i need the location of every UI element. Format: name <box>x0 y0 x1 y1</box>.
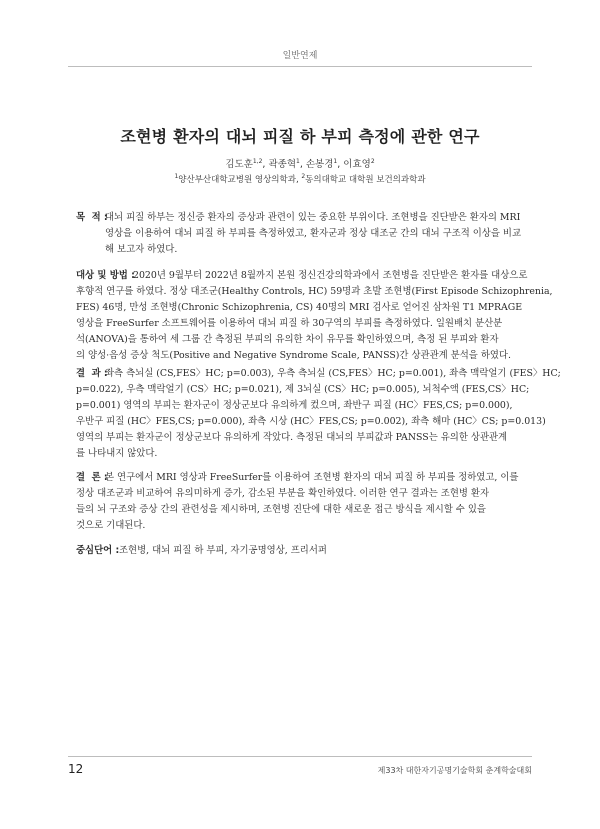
text-line: 본 연구에서 MRI 영상과 FreeSurfer를 이용하여 조현병 환자의 대뇌 피질 하 부피를 정하였고, 이를 <box>105 472 519 483</box>
text-line: 우반구 피질 (HC〉FES,CS; p=0.000), 좌측 시상 (HC〉FES,CS; p=0.002), 좌측 해마 (HC〉CS; p=0.013) <box>76 416 546 427</box>
text-line: 정상 대조군과 비교하여 유의미하게 증가, 감소된 부분을 확인하였다. 이러한 연구 결과는 조현병 환자 <box>76 488 490 499</box>
affiliation-mark: 2 <box>301 173 306 180</box>
text-line: 해 보고자 하였다. <box>105 244 178 255</box>
text-line: 석(ANOVA)을 통하여 세 그룹 간 측정된 부피의 유의한 차이 유무를 확인하였으며, 측정 된 부피와 환자 <box>76 334 499 345</box>
text-line: p=0.022), 우측 맥락얼기 (CS〉HC; p=0.021), 제 3뇌실 (CS〉HC; p=0.005), 뇌척수액 (FES,CS〉HC; <box>76 384 530 395</box>
section-label: 대상 및 방법 : <box>76 270 135 281</box>
section-label: 중심단어 : <box>76 545 120 556</box>
author-affiliation-mark: 1,2 <box>252 158 263 165</box>
section-label: 결 론 : <box>76 472 108 483</box>
section-label: 결 과 : <box>76 368 108 379</box>
text-line: 영상을 FreeSurfer 소프트웨어를 이용하여 대뇌 피질 하 30구역의 부피를 측정하였다. 일원배치 분산분 <box>76 318 503 329</box>
affiliations <box>0 173 600 185</box>
text-line: p=0.001) 영역의 부피는 환자군이 정상군보다 유의하게 컸으며, 좌반구 피질 (HC〉FES,CS; p=0.000), <box>76 400 513 411</box>
text-line: 2020년 9월부터 2022년 8월까지 본원 정신건강의학과에서 조현병을 진단받은 환자를 대상으로 <box>133 270 528 281</box>
text-line: 후향적 연구를 하였다. 정상 대조군(Healthy Controls, HC) 59명과 초발 조현병(First Episode Schizophrenia, <box>76 286 553 297</box>
text-line: FES) 46명, 만성 조현병(Chronic Schizophrenia, CS) 40명의 MRI 검사로 얻어진 삼차원 T1 MPRAGE <box>76 302 523 313</box>
author-name: 김도훈 <box>225 159 253 170</box>
footer-conference: 제33차 대한자기공명기술학회 춘계학술대회 <box>377 766 532 775</box>
text-line: 를 나타내지 않았다. <box>76 448 158 459</box>
keyword-line: 조현병, 대뇌 피질 하 부피, 자기공명영상, 프리서퍼 <box>119 545 327 556</box>
affiliation-mark: 1 <box>174 173 179 180</box>
affiliation-text: 양산부산대학교병원 영상의학과, <box>178 175 299 185</box>
author-name: 이효영 <box>343 159 371 170</box>
author-affiliation-mark: 1 <box>296 158 300 165</box>
text-line: 좌측 측뇌실 (CS,FES〉HC; p=0.003), 우측 측뇌실 (CS,FES〉HC; p=0.001), 좌측 맥락얼기 (FES〉HC; <box>105 368 561 379</box>
author-list: 김도훈$^{1,2}$, 곽종혁$^1$, 손봉경$^1$, 이효영$^2$ <box>225 158 375 170</box>
text-line: 영역의 부피는 환자군이 정상군보다 유의하게 작았다. 측정된 대뇌의 부피값과 PANSS는 유의한 상관관계 <box>76 432 508 443</box>
text-line: 영상을 이용하여 대뇌 피질 하 부피를 측정하였고, 환자군과 정상 대조군 간의 대뇌 구조적 이상을 비교 <box>105 228 522 239</box>
bottom-divider <box>68 756 532 757</box>
affiliation-text: 동의대학교 대학원 보건의과학과 <box>305 175 426 185</box>
header-category: 일반연제 <box>282 51 318 61</box>
section-label: 목 적 : <box>76 212 108 223</box>
author-name: 곽종혁 <box>268 159 296 170</box>
author-name: 손봉경 <box>305 159 334 170</box>
text-line: 들의 뇌 구조와 증상 간의 관련성을 제시하며, 조현병 진단에 대한 새로운 접근 방식을 제시할 수 있을 <box>76 504 486 515</box>
paper-title: 조현병 환자의 대뇌 피질 하 부피 측정에 관한 연구 <box>120 127 480 146</box>
page-number: 12 <box>68 762 84 776</box>
text-line: 것으로 기대된다. <box>76 520 146 531</box>
top-divider <box>68 66 532 67</box>
author-affiliation-mark: 2 <box>370 158 375 165</box>
text-line: 의 양성·음성 증상 척도(Positive and Negative Syndrome Scale, PANSS)간 상관관계 분석을 하였다. <box>76 350 511 361</box>
author-affiliation-mark: 1 <box>333 158 338 165</box>
text-line: 대뇌 피질 하부는 정신증 환자의 증상과 관련이 있는 중요한 부위이다. 조현병을 진단받은 환자의 MRI <box>105 212 521 223</box>
